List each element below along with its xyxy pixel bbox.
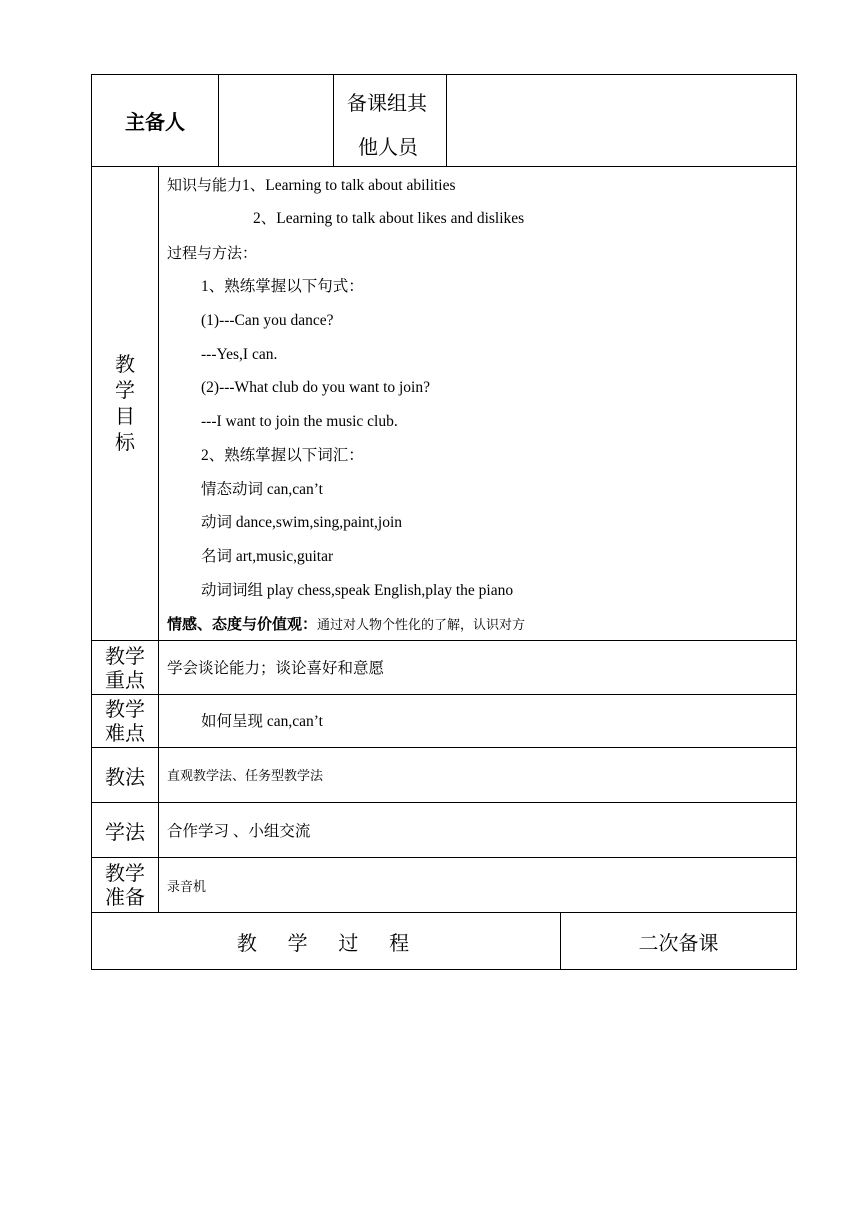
objectives-label-char: 标	[115, 430, 135, 454]
key-points-label-cell	[91, 640, 159, 695]
lead-label: 主备人	[125, 110, 185, 134]
objectives-label-char: 学	[115, 378, 135, 402]
others-label-cell	[333, 74, 447, 167]
vocab-item-1: 情态动词 can,can’t	[201, 481, 323, 498]
sentence-1-answer: ---Yes,I can.	[201, 346, 278, 363]
objectives-label-cell	[91, 166, 159, 641]
process-label: 过程与方法：	[167, 244, 258, 262]
process-title: 教 学 过 程	[236, 930, 416, 955]
preparation-content-cell	[158, 857, 797, 913]
difficulties-content-cell	[158, 694, 797, 748]
second-prep-cell	[560, 912, 797, 970]
process-item-2: 2、熟练掌握以下词汇：	[201, 447, 364, 464]
teaching-method-text: 直观教学法、任务型教学法	[167, 768, 324, 783]
objectives-content-cell	[158, 166, 797, 641]
emotion-text: 通过对人物个性化的了解，认识对方	[317, 617, 526, 632]
preparation-text: 录音机	[167, 879, 207, 894]
preparation-label-line2: 准备	[105, 885, 145, 909]
vocab-item-3: 名词 art,music,guitar	[201, 548, 334, 565]
learning-method-label-cell	[91, 802, 159, 858]
lead-value-cell	[218, 74, 334, 167]
key-points-label-line2: 重点	[105, 668, 145, 692]
lead-label-cell	[91, 74, 219, 167]
teaching-method-label: 教法	[105, 764, 145, 789]
objectives-label-char: 教	[115, 352, 135, 376]
learning-method-label: 学法	[105, 819, 145, 844]
key-points-label-line1: 教学	[105, 644, 145, 668]
difficulties-label-line2: 难点	[105, 721, 145, 745]
learning-method-content-cell	[158, 802, 797, 858]
knowledge-item-1: 1、Learning to talk about abilities	[242, 177, 456, 194]
sentence-1-question: (1)---Can you dance?	[201, 312, 334, 329]
emotion-label: 情感、态度与价值观：	[167, 615, 318, 633]
knowledge-item-2: 2、Learning to talk about likes and dislikes	[253, 210, 525, 227]
vocab-item-2: 动词 dance,swim,sing,paint,join	[201, 514, 403, 531]
teaching-method-content-cell	[158, 747, 797, 803]
process-title-cell	[91, 912, 561, 970]
preparation-label-cell	[91, 857, 159, 913]
key-points-text: 学会谈论能力；谈论喜好和意愿	[167, 660, 385, 677]
vocab-item-4: 动词词组 play chess,speak English,play the piano	[201, 582, 514, 599]
others-label-line1: 备课组其	[347, 91, 427, 115]
difficulties-label-line1: 教学	[105, 697, 145, 721]
difficulties-label-cell	[91, 694, 159, 748]
process-item-1: 1、熟练掌握以下句式：	[201, 278, 364, 295]
knowledge-label: 知识与能力	[167, 176, 243, 194]
others-value-cell	[446, 74, 797, 167]
sentence-2-question: (2)---What club do you want to join?	[201, 379, 430, 396]
second-prep-title: 二次备课	[638, 930, 719, 955]
others-label-line2: 他人员	[358, 135, 418, 159]
difficulties-text: 如何呈现 can,can’t	[201, 713, 323, 730]
learning-method-text: 合作学习 、小组交流	[167, 823, 311, 840]
preparation-label-line1: 教学	[105, 861, 145, 885]
objectives-label-char: 目	[115, 404, 135, 428]
key-points-content-cell	[158, 640, 797, 695]
sentence-2-answer: ---I want to join the music club.	[201, 413, 398, 430]
teaching-method-label-cell	[91, 747, 159, 803]
